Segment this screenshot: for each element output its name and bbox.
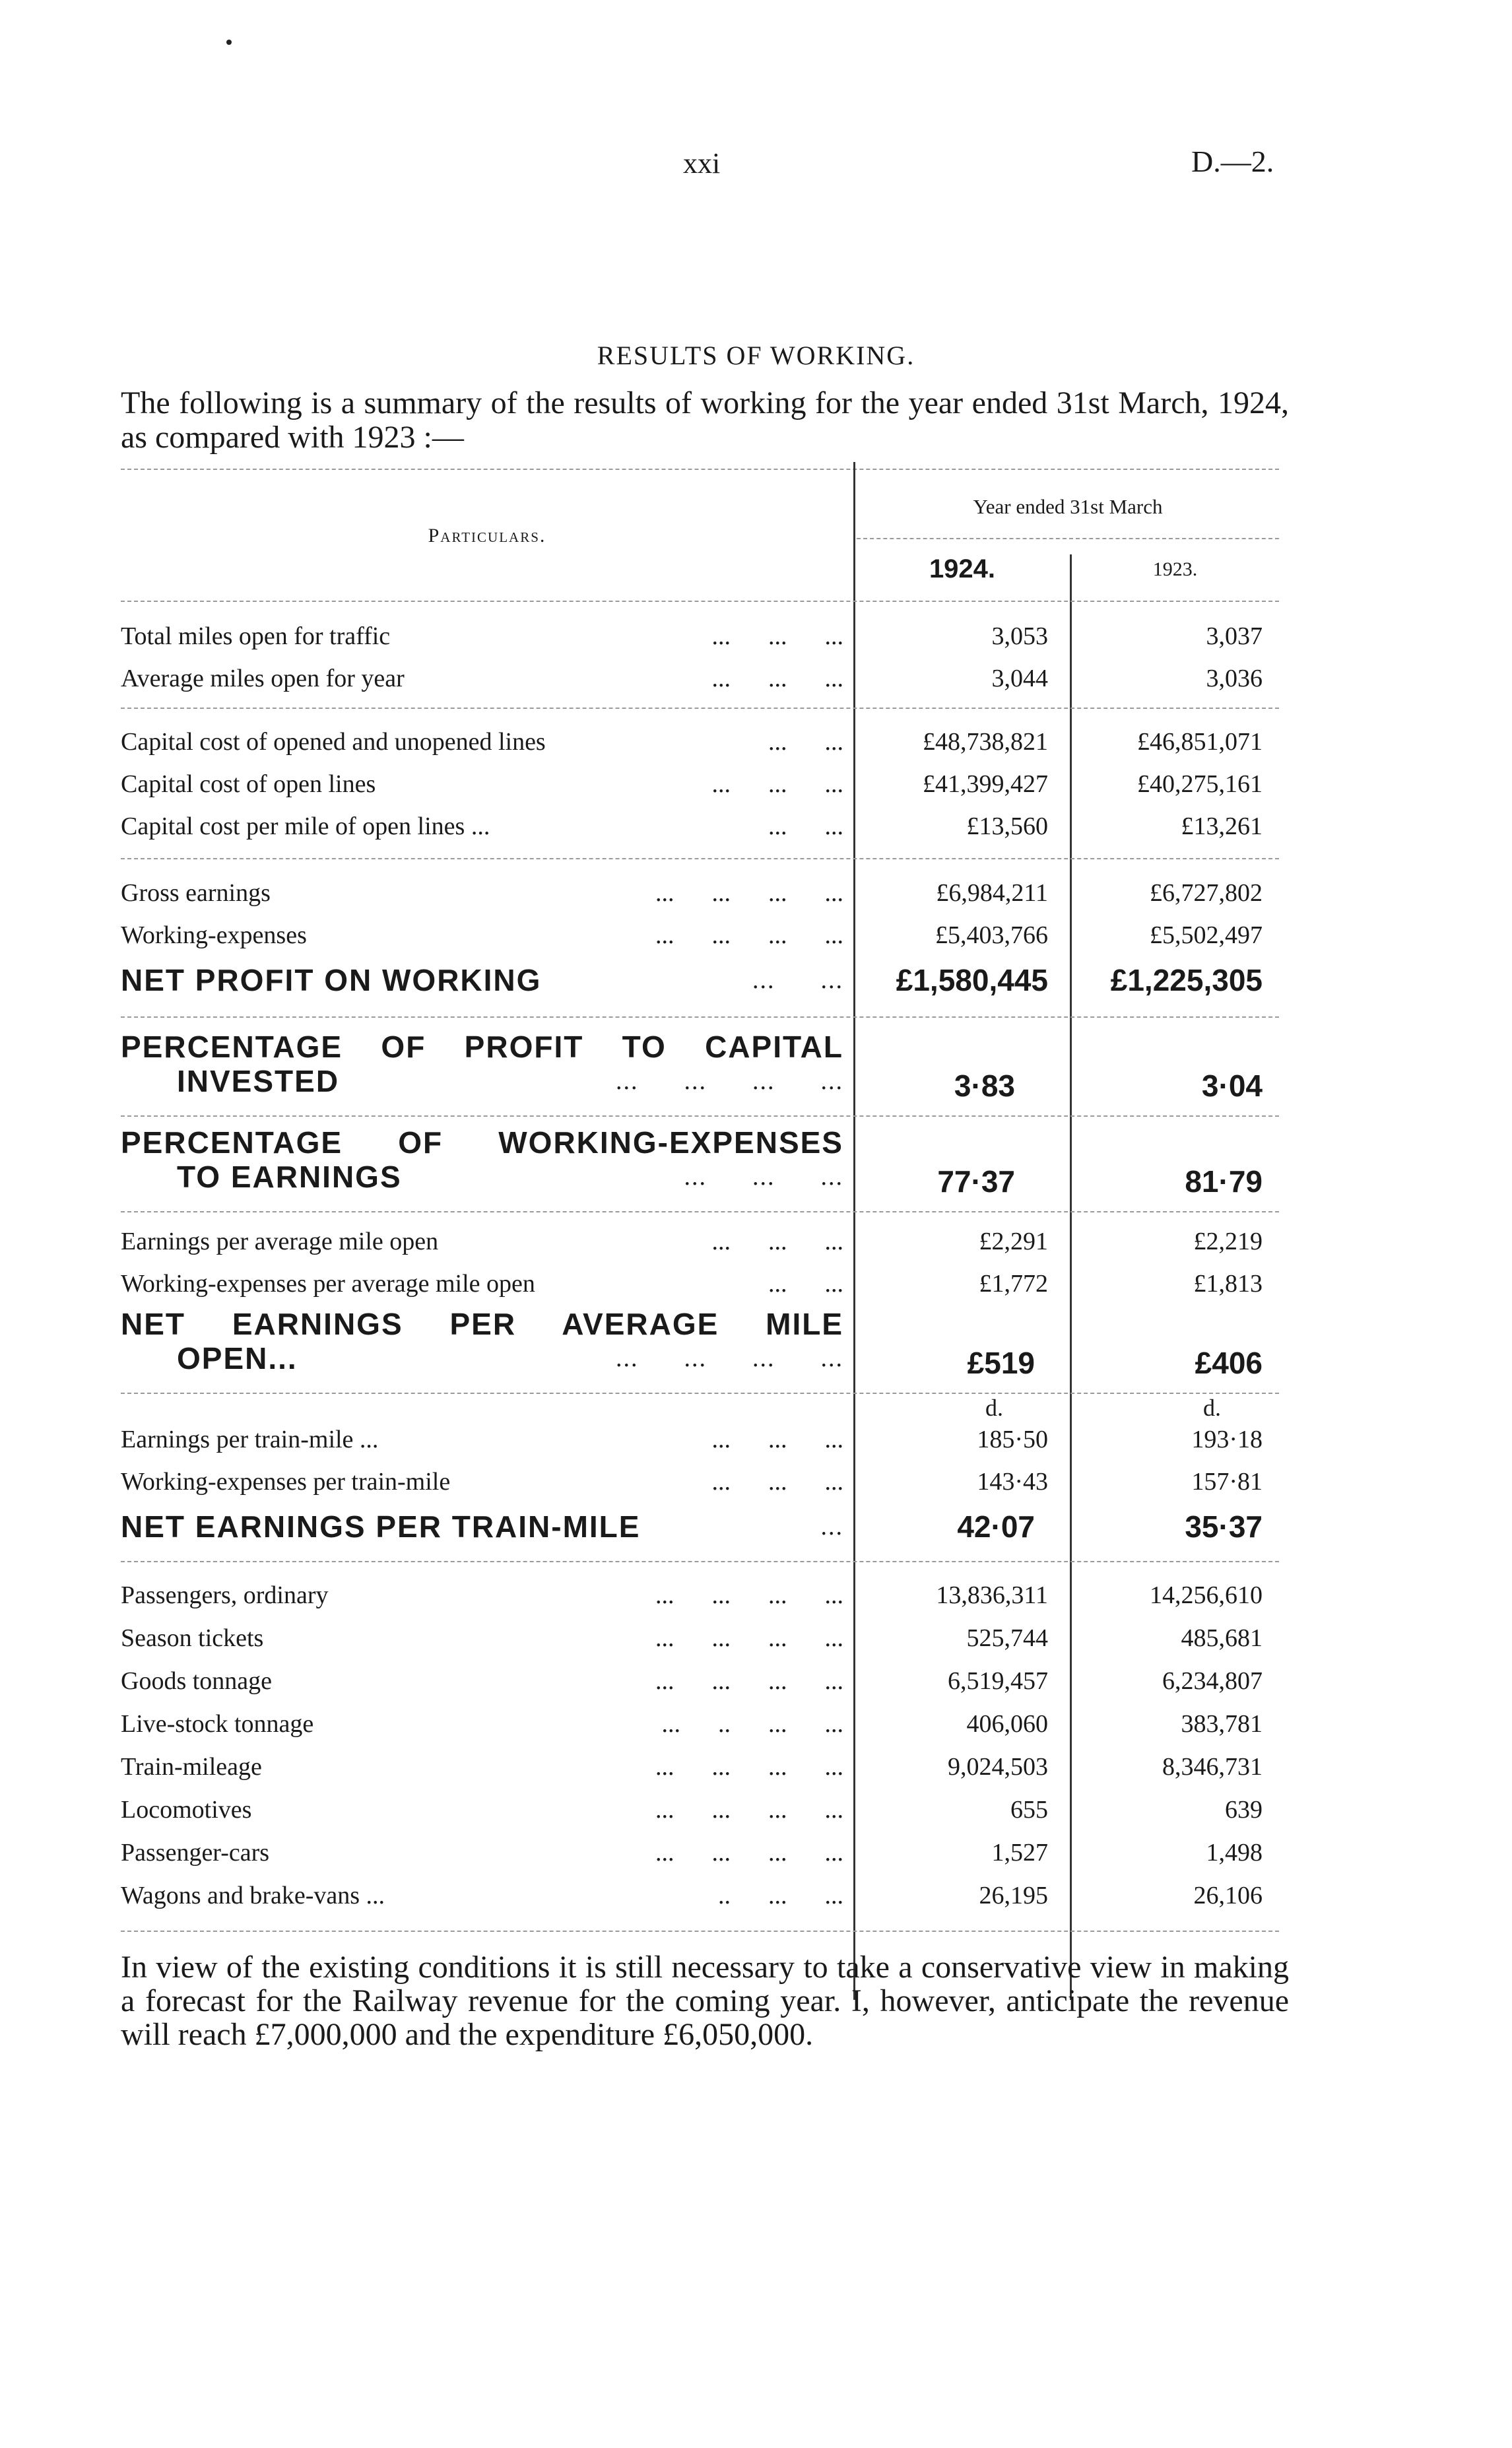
value-1924: 1,527 [991, 1839, 1048, 1867]
row-label: Live-stock tonnage [121, 1710, 314, 1738]
row-label: Gross earnings [121, 879, 271, 907]
row-label: Wagons and brake-vans ... [121, 1882, 385, 1909]
value-1923: 157·81 [1191, 1468, 1263, 1496]
row-label: Goods tonnage [121, 1667, 273, 1695]
group-rule [121, 1115, 1279, 1117]
value-1923: £406 [1195, 1346, 1263, 1380]
value-1923: 3,037 [1206, 622, 1263, 650]
table-row-expense-percentage: PERCENTAGE OF WORKING-EXPENSES TO EARNINGS ... ... ... 77·37 81·79 [121, 1125, 1279, 1198]
row-label: Working-expenses per average mile open [121, 1270, 535, 1298]
value-1924: £2,291 [979, 1228, 1048, 1255]
value-1924: £1,580,445 [896, 963, 1048, 997]
row-label-continued: INVESTED [177, 1064, 340, 1098]
row-label: Passenger-cars [121, 1839, 270, 1867]
value-1924: 13,836,311 [936, 1581, 1048, 1609]
row-label-continued: TO EARNINGS [177, 1160, 402, 1194]
value-1923: £5,502,497 [1150, 921, 1263, 949]
group-rule [121, 1393, 1279, 1394]
header-bottom-rule [121, 601, 1279, 602]
value-1923: £40,275,161 [1137, 770, 1263, 798]
row-label: Capital cost per mile of open lines ... [121, 812, 490, 840]
row-label: Earnings per train-mile ... [121, 1426, 379, 1453]
document-reference: D.—2. [1191, 145, 1274, 178]
value-1923: 6,234,807 [1162, 1667, 1263, 1695]
row-label-continued: OPEN... [177, 1341, 298, 1375]
value-1924: 3,044 [991, 665, 1048, 692]
table-row: Total miles open for traffic ... ... ... 3,053 3,037 [121, 616, 1279, 657]
row-label: Capital cost of open lines [121, 770, 376, 798]
pence-unit-1923: d. [1203, 1395, 1221, 1421]
intro-paragraph: The following is a summary of the results of working for the year ended 31st March, 1924, as compared with 1923 :— [121, 385, 1289, 455]
closing-paragraph: In view of the existing conditions it is still necessary to take a conservative view in making a forecast for the Railway revenue for the coming year. I, however, anticipate the revenue will reach £7,000,000 and the expenditure £6,050,000. [121, 1950, 1289, 2052]
row-label: NET EARNINGS PER AVERAGE MILE [121, 1307, 843, 1341]
table-row: Goods tonnage ... ... ... ... 6,519,457 6,234,807 [121, 1661, 1279, 1702]
table-top-rule [121, 469, 1279, 470]
table-row: Season tickets ... ... ... ... 525,744 485,681 [121, 1618, 1279, 1659]
value-1923: £13,261 [1181, 812, 1263, 840]
row-label: Working-expenses [121, 921, 307, 949]
row-label: Season tickets [121, 1624, 264, 1652]
row-label: Passengers, ordinary [121, 1581, 329, 1609]
table-row: Working-expenses ... ... ... ... £5,403,766 £5,502,497 [121, 915, 1279, 956]
row-label: Average miles open for year [121, 665, 405, 692]
value-1924: £5,403,766 [935, 921, 1048, 949]
page-number: xxi [683, 147, 721, 180]
value-1923: £6,727,802 [1150, 879, 1263, 907]
table-row: Earnings per train-mile ... ... ... ... 185·50 193·18 [121, 1419, 1279, 1460]
pence-unit-1924: d. [985, 1395, 1003, 1421]
table-row: Earnings per average mile open ... ... ... £2,291 £2,219 [121, 1221, 1279, 1262]
table-row: Live-stock tonnage ... .. ... ... 406,060 383,781 [121, 1704, 1279, 1744]
value-1924: 26,195 [979, 1882, 1048, 1909]
particulars-header: Particulars. [428, 525, 546, 546]
year-group-header: Year ended 31st March [973, 495, 1163, 518]
group-rule [121, 1211, 1279, 1212]
table-bottom-rule [121, 1931, 1279, 1932]
ink-dot [226, 40, 232, 45]
table-row-profit-percentage: PERCENTAGE OF PROFIT TO CAPITAL INVESTED ... ... ... ... 3·83 3·04 [121, 1030, 1279, 1102]
value-1923: 3·04 [1201, 1069, 1263, 1103]
value-1924: 3·83 [954, 1069, 1015, 1103]
value-1924: 406,060 [966, 1710, 1048, 1738]
value-1924: 77·37 [937, 1164, 1015, 1199]
value-1923: 3,036 [1206, 665, 1263, 692]
table-row: Working-expenses per train-mile ... ... ... 143·43 157·81 [121, 1461, 1279, 1502]
value-1923: 81·79 [1185, 1164, 1263, 1199]
value-1923: 26,106 [1193, 1882, 1263, 1909]
row-label: PERCENTAGE OF PROFIT TO CAPITAL [121, 1030, 843, 1064]
row-label: NET EARNINGS PER TRAIN-MILE [121, 1509, 641, 1544]
value-1924: £13,560 [966, 812, 1048, 840]
table-row: Capital cost per mile of open lines ... ... ... £13,560 £13,261 [121, 806, 1279, 847]
row-label: NET PROFIT ON WORKING [121, 963, 542, 997]
year-1923-header: 1923. [1152, 558, 1198, 580]
group-rule [121, 1561, 1279, 1562]
value-1923: £46,851,071 [1137, 728, 1263, 756]
row-label: Earnings per average mile open [121, 1228, 439, 1255]
table-row: Wagons and brake-vans ... .. ... ... 26,195 26,106 [121, 1875, 1279, 1916]
group-rule [121, 1016, 1279, 1018]
value-1923: 14,256,610 [1150, 1581, 1263, 1609]
table-row: Capital cost of open lines ... ... ... £41,399,427 £40,275,161 [121, 764, 1279, 805]
value-1923: 639 [1225, 1796, 1263, 1824]
row-label: Locomotives [121, 1796, 252, 1824]
value-1924: 655 [1010, 1796, 1048, 1824]
value-1923: 193·18 [1191, 1426, 1263, 1453]
value-1924: 9,024,503 [948, 1753, 1048, 1781]
value-1924: 143·43 [977, 1468, 1048, 1496]
value-1923: £1,225,305 [1110, 963, 1263, 997]
value-1924: 3,053 [991, 622, 1048, 650]
value-1924: 525,744 [966, 1624, 1048, 1652]
year-1924-header: 1924. [929, 554, 996, 583]
group-rule [121, 708, 1279, 709]
table-row: Passenger-cars ... ... ... ... 1,527 1,498 [121, 1832, 1279, 1873]
table-row-net-profit: NET PROFIT ON WORKING ... ... £1,580,445 £1,225,305 [121, 958, 1279, 1002]
value-1924: £6,984,211 [936, 879, 1048, 907]
value-1923: 485,681 [1181, 1624, 1263, 1652]
table-row: Locomotives ... ... ... ... 655 639 [121, 1789, 1279, 1830]
table-row: Passengers, ordinary ... ... ... ... 13,836,311 14,256,610 [121, 1575, 1279, 1616]
table-row: Average miles open for year ... ... ... 3,044 3,036 [121, 658, 1279, 699]
value-1923: 383,781 [1181, 1710, 1263, 1738]
year-header-rule [857, 538, 1279, 539]
value-1923: 1,498 [1206, 1839, 1263, 1867]
section-title: RESULTS OF WORKING. [597, 341, 915, 370]
value-1924: £41,399,427 [923, 770, 1048, 798]
table-row: Gross earnings ... ... ... ... £6,984,211 £6,727,802 [121, 873, 1279, 913]
row-label: Train-mileage [121, 1753, 262, 1781]
table-row-net-earnings-mile: NET EARNINGS PER AVERAGE MILE OPEN... ... ... ... ... £519 £406 [121, 1307, 1279, 1379]
row-label: Total miles open for traffic [121, 622, 391, 650]
value-1924: £1,772 [979, 1270, 1048, 1298]
value-1924: £48,738,821 [923, 728, 1048, 756]
table-row: Working-expenses per average mile open ... ... £1,772 £1,813 [121, 1263, 1279, 1304]
table-row: Train-mileage ... ... ... ... 9,024,503 8,346,731 [121, 1746, 1279, 1787]
value-1923: £2,219 [1193, 1228, 1263, 1255]
value-1923: 35·37 [1185, 1509, 1263, 1544]
value-1924: 185·50 [977, 1426, 1048, 1453]
table-row-net-earnings-train-mile: NET EARNINGS PER TRAIN-MILE ... 42·07 35·37 [121, 1505, 1279, 1548]
value-1924: 6,519,457 [948, 1667, 1048, 1695]
value-1924: 42·07 [957, 1509, 1035, 1544]
row-label: Capital cost of opened and unopened lines [121, 728, 546, 756]
value-1923: £1,813 [1193, 1270, 1263, 1298]
row-label: PERCENTAGE OF WORKING-EXPENSES [121, 1125, 843, 1160]
value-1924: £519 [967, 1346, 1035, 1380]
group-rule [121, 858, 1279, 859]
table-row: Capital cost of opened and unopened lines ... ... £48,738,821 £46,851,071 [121, 721, 1279, 762]
value-1923: 8,346,731 [1162, 1753, 1263, 1781]
row-label: Working-expenses per train-mile [121, 1468, 451, 1496]
